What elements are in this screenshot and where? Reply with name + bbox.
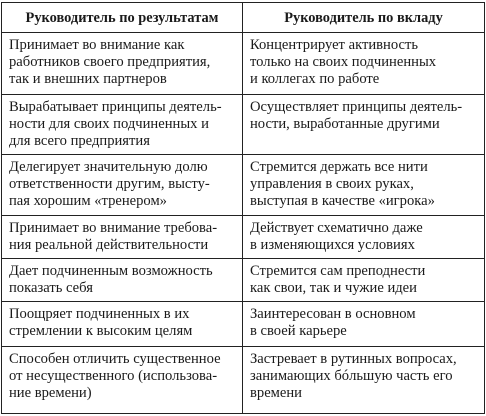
table-row	[2, 95, 485, 154]
comparison-table	[1, 2, 485, 414]
table-cell: Способен отличить существенное от несущественного (использова- ние времени)	[2, 346, 243, 413]
table-cell: Поощряет подчиненных в их стремлении к высоким целям	[2, 302, 243, 346]
table-cell: Осуществляет принципы деятель- ности, выработанные другими	[243, 95, 485, 154]
table-cell: Стремится держать все нити управления в своих руках, выступая в качестве «игрока»	[243, 154, 485, 215]
table-row	[2, 259, 485, 302]
table-cell: Дает подчиненным возможность показать себя	[2, 259, 243, 302]
table-cell: Вырабатывает принципы деятель- ности для своих подчиненных и для всего предприятия	[2, 95, 243, 154]
table-row	[2, 154, 485, 215]
table-cell: Делегирует значительную долю ответственности другим, высту- пая хорошим «тренером»	[2, 154, 243, 215]
table-cell: Застревает в рутинных вопросах, занимающих бóльшую часть его времени	[243, 346, 485, 413]
table-cell: Стремится сам преподнести как свои, так и чужие идеи	[243, 259, 485, 302]
table-cell: Принимает во внимание как работников своего предприятия, так и внешних партнеров	[2, 33, 243, 95]
table-row	[2, 215, 485, 258]
column-header-contribution-manager: Руководитель по вкладу	[243, 3, 485, 33]
table-cell: Заинтересован в основном в своей карьере	[243, 302, 485, 346]
table-cell: Принимает во внимание требова- ния реальной действительности	[2, 215, 243, 258]
table-cell: Концентрирует активность только на своих подчиненных и коллегах по работе	[243, 33, 485, 95]
table-cell: Действует схематично даже в изменяющихся условиях	[243, 215, 485, 258]
table-row	[2, 33, 485, 95]
table-row	[2, 302, 485, 346]
column-header-results-manager: Руководитель по результатам	[2, 3, 243, 33]
table-row	[2, 346, 485, 413]
table-header-row	[2, 3, 485, 33]
